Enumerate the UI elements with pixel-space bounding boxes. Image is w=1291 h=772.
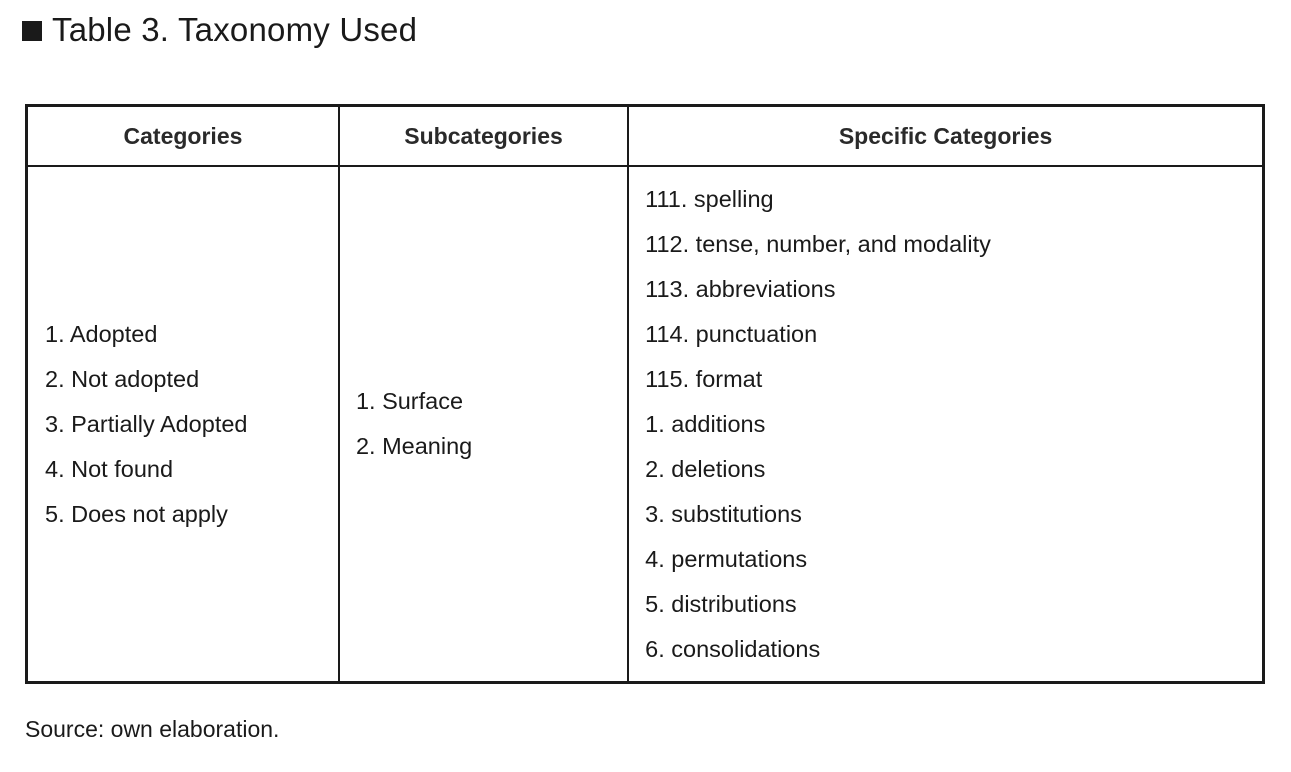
table-caption [22,8,417,52]
subcategory-item: 2. Meaning [355,433,473,459]
taxonomy-table [25,104,1265,684]
header-specific-categories: Specific Categories [628,106,1263,167]
table-header-row [27,106,1264,167]
specific-category-item: 6. consolidations [645,635,821,662]
specific-category-item: 112. tense, number, and modality [645,230,991,257]
category-item: 2. Not adopted [45,365,200,392]
categories-list [28,312,338,537]
specific-categories-list [629,177,1262,672]
subcategories-cell [339,166,628,683]
specific-categories-cell [628,166,1263,683]
specific-category-item: 2. deletions [645,455,766,482]
category-item: 1. Adopted [45,320,158,347]
source-note: Source: own elaboration. [25,716,280,742]
specific-category-item: 115. format [645,365,763,392]
subcategories-list [340,379,627,469]
table-body-row [27,166,1264,683]
table-title: Table 3. Taxonomy Used [52,11,418,48]
category-item: 3. Partially Adopted [45,410,248,437]
specific-category-item: 4. permutations [645,545,808,572]
category-item: 4. Not found [45,455,174,482]
header-subcategories: Subcategories [339,106,628,167]
caption-bullet-square [22,21,42,41]
category-item: 5. Does not apply [45,500,228,527]
header-categories: Categories [27,106,339,167]
specific-category-item: 5. distributions [645,590,797,617]
specific-category-item: 113. abbreviations [645,275,836,302]
specific-category-item: 111. spelling [645,185,774,212]
specific-category-item: 3. substitutions [645,500,802,527]
specific-category-item: 1. additions [645,410,766,437]
specific-category-item: 114. punctuation [645,320,818,347]
categories-cell [27,166,339,683]
subcategory-item: 1. Surface [355,388,464,414]
